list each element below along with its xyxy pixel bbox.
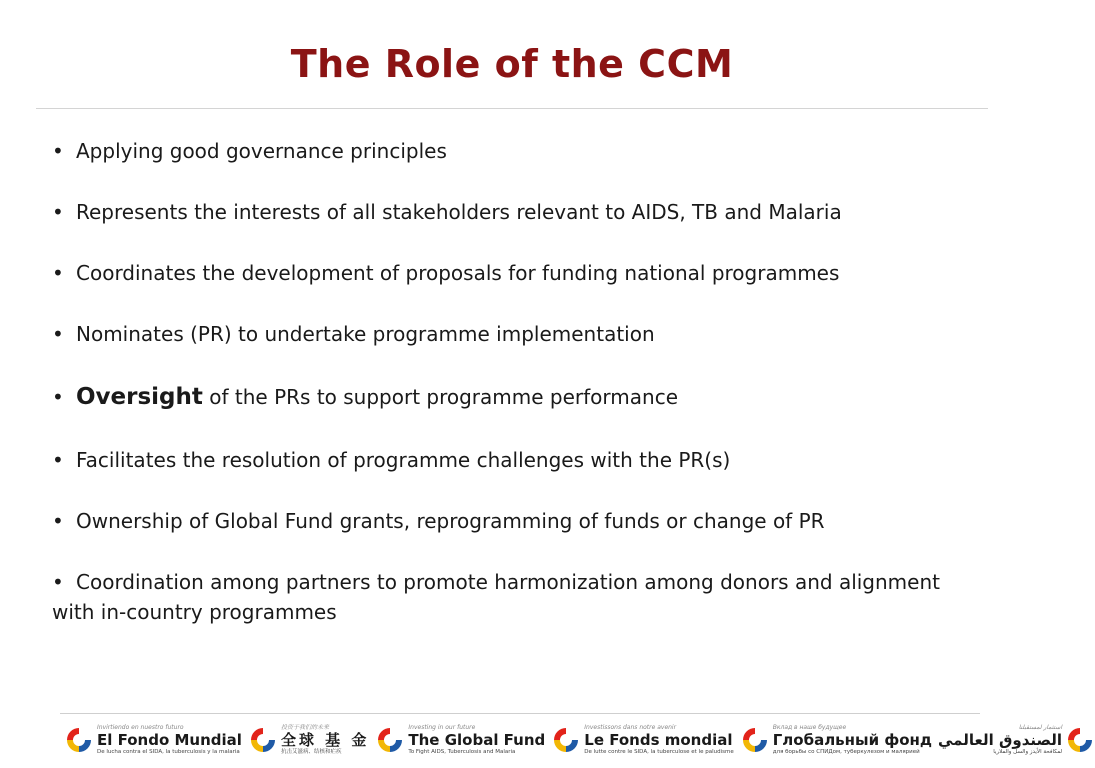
bullet-marker: • (52, 570, 64, 594)
bullet-item (52, 445, 982, 475)
logo-arabic (938, 724, 1095, 756)
logo-tagline: استثمار لمستقبلنا (1018, 724, 1063, 731)
logo-tagline: Investissons dans notre avenir (584, 724, 677, 731)
logo-french (551, 724, 733, 756)
bullet-item (52, 136, 982, 166)
global-fund-swirl-icon (551, 725, 581, 755)
bullet-text: Nominates (PR) to undertake programme implementation (76, 322, 655, 346)
logo-subtitle: To Fight AIDS, Tuberculosis and Malaria (408, 749, 516, 755)
logo-name: 全球 基 金 (280, 731, 370, 749)
bullet-item (52, 506, 982, 536)
logo-subtitle: 抗击艾滋病、结核和疟疾 (280, 749, 342, 755)
bullet-text: Coordinates the development of proposals for funding national programmes (76, 261, 840, 285)
logo-subtitle: для борьбы со СПИДом, туберкулезом и малярией (772, 749, 920, 755)
logo-tagline: Вклад в наше будущее (772, 724, 847, 731)
logo-subtitle: De lucha contra el SIDA, la tuberculosis y la malaria (97, 749, 240, 755)
logo-name: Глобальный фонд (772, 731, 932, 749)
bullet-text: of the PRs to support programme performance (202, 385, 678, 409)
logo-english (375, 724, 545, 756)
logo-name: Le Fonds mondial (584, 731, 733, 749)
bullet-text: Coordination among partners to promote harmonization among donors and alignment with in-country programmes (52, 570, 940, 624)
bullet-marker: • (52, 322, 64, 346)
logo-name: El Fondo Mundial (97, 731, 242, 749)
footer-divider (60, 713, 980, 714)
bullet-item (52, 197, 982, 227)
bullet-text: Represents the interests of all stakeholders relevant to AIDS, TB and Malaria (76, 200, 842, 224)
bullet-text: Applying good governance principles (76, 139, 447, 163)
bullet-text: Facilitates the resolution of programme challenges with the PR(s) (76, 448, 731, 472)
logo-chinese (248, 724, 369, 756)
bullet-marker: • (52, 509, 64, 533)
logo-subtitle: لمكافحة الأيدز والسل والملاريا (993, 749, 1063, 755)
bullet-item (52, 258, 982, 288)
footer-logo-strip (64, 718, 1063, 762)
global-fund-swirl-icon (740, 725, 770, 755)
logo-spanish (64, 724, 242, 756)
logo-subtitle: De lutte contre le SIDA, la tuberculose et le paludisme (584, 749, 734, 755)
bullet-list (52, 136, 982, 627)
logo-tagline: Investing in our future (408, 724, 476, 731)
logo-russian (740, 724, 932, 756)
bullet-item (52, 567, 982, 627)
logo-tagline: 投资于我们的未来 (280, 724, 329, 731)
bullet-marker: • (52, 448, 64, 472)
global-fund-swirl-icon (248, 725, 278, 755)
title-divider (36, 108, 988, 109)
logo-tagline: Invirtiendo en nuestro futuro (97, 724, 184, 731)
logo-name: الصندوق العالمي (938, 731, 1063, 749)
bullet-marker: • (52, 385, 64, 409)
bullet-emphasis: Oversight (76, 384, 203, 410)
slide-title: The Role of the CCM (290, 42, 734, 86)
global-fund-swirl-icon (375, 725, 405, 755)
global-fund-swirl-icon (64, 725, 94, 755)
bullet-marker: • (52, 200, 64, 224)
logo-name: The Global Fund (408, 731, 546, 749)
bullet-item (52, 382, 982, 412)
global-fund-swirl-icon (1065, 725, 1095, 755)
bullet-text: Ownership of Global Fund grants, reprogramming of funds or change of PR (76, 509, 825, 533)
bullet-item (52, 319, 982, 349)
bullet-marker: • (52, 261, 64, 285)
bullet-marker: • (52, 139, 64, 163)
